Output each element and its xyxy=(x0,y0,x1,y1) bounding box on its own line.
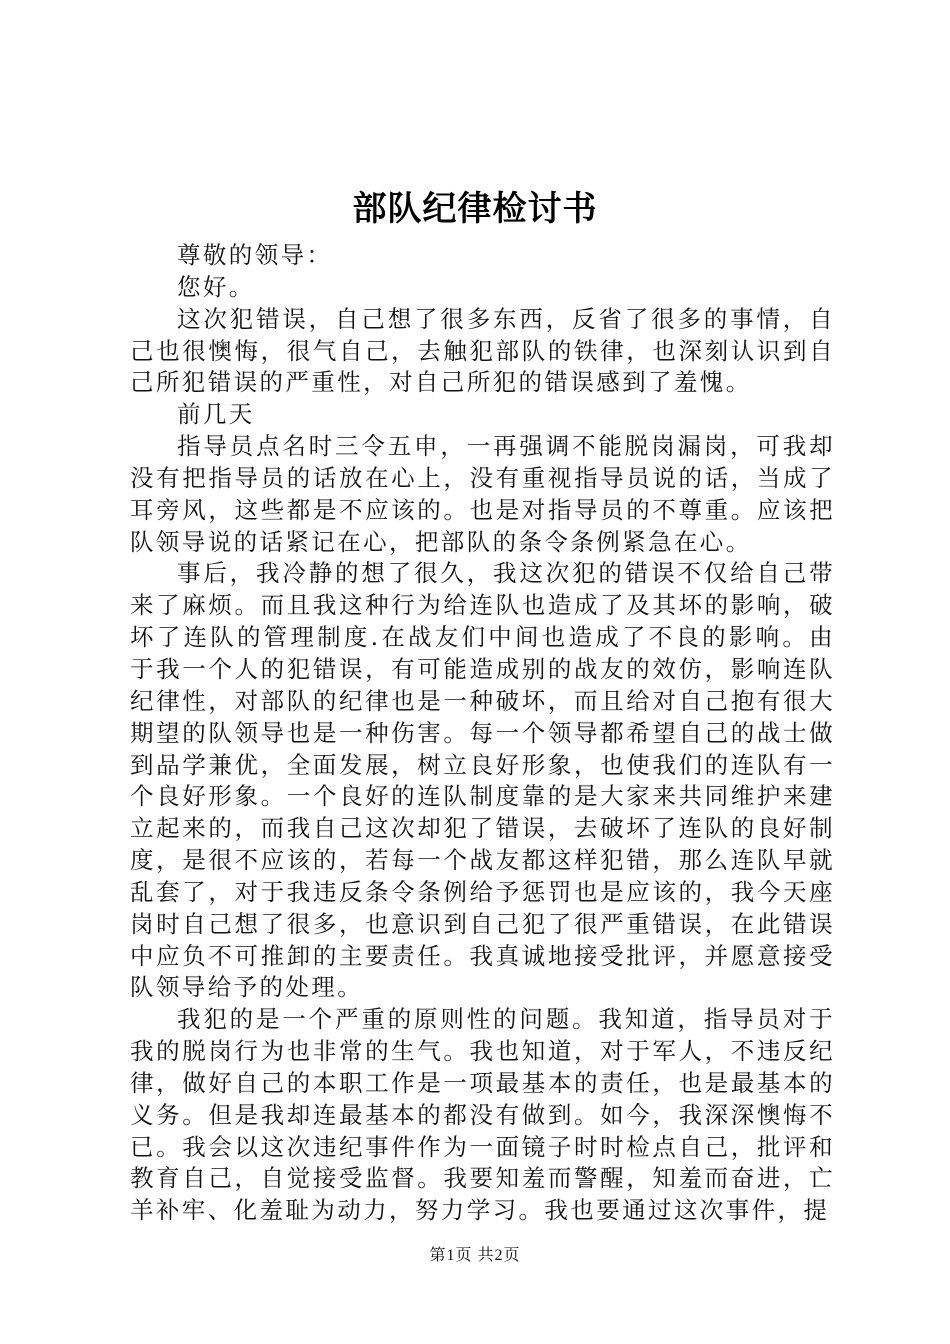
body-paragraph: 事后，我冷静的想了很久，我这次犯的错误不仅给自己带来了麻烦。而且我这种行为给连队也造成了及其坏的影响，破坏了连队的管理制度.在战友们中间也造成了不良的影响。由于我一个人的犯错误，有可能造成别的战友的效仿，影响连队纪律性，对部队的纪律也是一种破坏，而且给对自己抱有很大期望的队领导也是一种伤害。每一个领导都希望自己的战士做到品学兼优，全面发展，树立良好形象，也使我们的连队有一个良好形象。一个良好的连队制度靠的是大家来共同维护来建立起来的，而我自己这次却犯了错误，去破坏了连队的良好制度，是很不应该的，若每一个战友都这样犯错，那么连队早就乱套了，对于我违反条令条例给予惩罚也是应该的，我今天座岗时自己想了很多，也意识到自己犯了很严重错误，在此错误中应负不可推卸的主要责任。我真诚地接受批评，并愿意接受队领导给予的处理。 xyxy=(130,559,835,1002)
greeting-line: 您好。 xyxy=(177,272,255,301)
document-body xyxy=(130,240,835,1227)
salutation-line: 尊敬的领导： xyxy=(177,241,333,269)
page-number-footer: 第1页 共2页 xyxy=(429,1247,521,1264)
body-paragraph: 这次犯错误，自己想了很多东西，反省了很多的事情，自己也很懊悔，很气自己，去触犯部队的铁律，也深刻认识到自己所犯错误的严重性，对自己所犯的错误感到了羞愧。 xyxy=(130,304,835,397)
body-paragraph: 指导员点名时三令五申，一再强调不能脱岗漏岗，可我却没有把指导员的话放在心上，没有重视指导员说的话，当成了耳旁风，这些都是不应该的。也是对指导员的不尊重。应该把队领导说的话紧记在心，把部队的条令条例紧急在心。 xyxy=(130,432,835,556)
document-title: 部队纪律检讨书 xyxy=(352,189,598,229)
body-paragraph: 我犯的是一个严重的原则性的问题。我知道，指导员对于我的脱岗行为也非常的生气。我也知道，对于军人，不违反纪律，做好自己的本职工作是一项最基本的责任，也是最基本的义务。但是我却连最基本的都没有做到。如今，我深深懊悔不已。我会以这次违纪事件作为一面镜子时时检点自己，批评和教育自己，自觉接受监督。我要知羞而警醒，知羞而奋进，亡羊补牢、化羞耻为动力，努力学习。我也要通过这次事件，提 xyxy=(130,1005,835,1225)
body-paragraph: 前几天 xyxy=(177,400,255,429)
